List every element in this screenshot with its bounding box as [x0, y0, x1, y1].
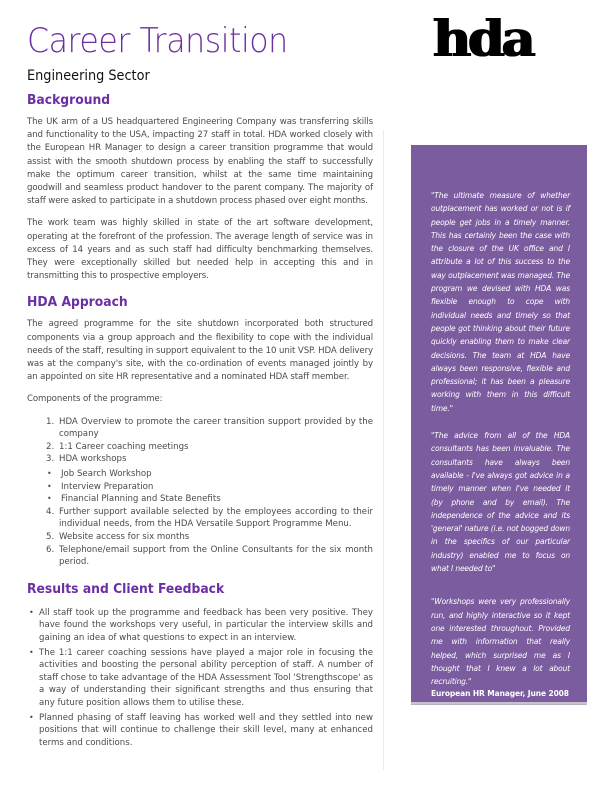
components-list-continued: [27, 506, 373, 569]
workshops-sublist: [27, 468, 373, 506]
section-heading-results: Results and Client Feedback: [27, 581, 225, 597]
main-column: [27, 93, 373, 751]
list-item: 4. Further support available selected by the employees according to their individual needs, from the HDA Versatile Support Programme Menu.: [46, 506, 373, 530]
list-item: 2. 1:1 Career coaching meetings: [46, 441, 189, 452]
list-item: • Job Search Workshop: [27, 468, 373, 481]
list-item: • All staff took up the programme and feedback has been very positive. They have found the workshops very useful, in particular the interview skills and gaining an idea of what questions to expect in an interview.: [27, 607, 373, 645]
list-item: • The 1:1 career coaching sessions have played a major role in focusing the activities and boosting the personal ability perception of staff. A number of staff chose to take advantage of the HDA Assessment Tool 'Strengthscope' as a way of understanding their significant strengths and thus ensuring that any future position allows them to utilise these.: [27, 647, 373, 710]
testimonial-attribution: European HR Manager, June 2008: [431, 689, 569, 699]
list-item: • Interview Preparation: [27, 481, 373, 494]
page-title: Career Transition: [27, 21, 288, 61]
testimonial-box: [411, 145, 587, 702]
list-item: 1. HDA Overview to promote the career transition support provided by the company: [46, 416, 373, 440]
hda-logo: hda: [432, 9, 532, 68]
column-divider: [383, 130, 384, 770]
list-item: 6. Telephone/email support from the Online Consultants for the six month period.: [46, 544, 373, 568]
list-item: • Financial Planning and State Benefits: [27, 493, 373, 506]
testimonial-quote: "Workshops were very professionally run, and highly interactive so it kept one interested throughout. Provided me with information that really helped, which surprised me as I thought that I knew a lot about recruiting.": [431, 597, 570, 687]
components-intro: Components of the programme:: [27, 394, 163, 405]
section-heading-background: Background: [27, 93, 111, 108]
background-paragraph: The UK arm of a US headquartered Engineering Company was transferring skills and functionality to the USA, impacting 27 staff in total. HDA worked closely with the European HR Manager to design a career transition programme that would assist with the smooth shutdown process by enabling the staff to successfully make the optimum career transition, whilst at the same time maintaining goodwill and seamless product handover to the parent company. The majority of staff were asked to participate in a shutdown process phased over eight months.: [27, 117, 373, 207]
approach-paragraph: The agreed programme for the site shutdown incorporated both structured components via a group approach and the flexibility to cope with the individual needs of the staff, resulting in support equivalent to the 10 unit VSP. HDA delivery was at the company's site, with the co-ordination of events managed jointly by an appointed on site HR representative and a nominated HDA staff member.: [27, 319, 373, 383]
list-item: 5. Website access for six months: [46, 532, 190, 542]
testimonial-quote: "The advice from all of the HDA consultants has been invaluable. The consultants have always been available - I've always got advice in a timely manner when I've needed it (by phone and by email). The independence of the advice and its 'general' nature (i.e. not bogged down in the specifics of our particular industry) enabled me to focus on what I needed to": [431, 431, 570, 574]
section-heading-approach: HDA Approach: [27, 295, 128, 311]
background-paragraph: The work team was highly skilled in state of the art software development, operating at the forefront of the profession. The average length of service was in excess of 14 years and as such staff had difficulty benchmarking themselves. They were exceptionally skilled but needed help in accepting this and in transmitting this to prospective employers.: [27, 218, 373, 282]
components-list: [27, 416, 373, 466]
page-subtitle: Engineering Sector: [27, 68, 150, 84]
list-item: • Planned phasing of staff leaving has worked well and they settled into new positions that will continue to challenge their skill level, many at enhanced terms and conditions.: [27, 712, 373, 750]
results-list: [27, 607, 373, 750]
list-item: 3. HDA workshops: [46, 454, 127, 465]
testimonial-quote: "The ultimate measure of whether outplacement has worked or not is if people get jobs in a timely manner. This has certainly been the case with the closure of the UK office and I attribute a lot of this success to the way outplacement was managed. The program we devised with HDA was flexible enough to cope with individual needs and timely so that people got thinking about their future quickly enabling them to make clear decisions. The team at HDA have always been responsive, flexible and professional; it has been a pleasure working with them in this difficult time.": [431, 191, 570, 413]
